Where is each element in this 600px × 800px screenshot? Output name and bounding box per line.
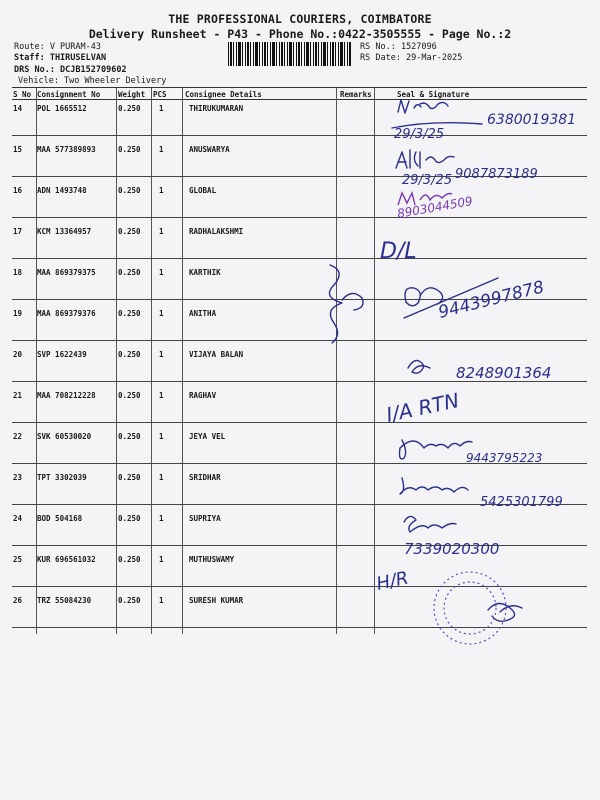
drs-number: DRS No.: DCJB152709602 (14, 65, 127, 75)
cell-consignee: GLOBAL (189, 186, 217, 195)
hw-phone-row-22: 9443795223 (466, 451, 543, 465)
cell-sno: 25 (13, 555, 23, 564)
col-seal-signature: Seal & Signature (397, 90, 470, 99)
cell-consignee: SURESH KUMAR (189, 596, 244, 605)
cell-consignee: RAGHAV (189, 391, 217, 400)
cell-weight: 0.250 (118, 596, 141, 605)
hw-mark-row-17: D/L (380, 239, 417, 264)
cell-weight: 0.250 (118, 514, 141, 523)
cell-weight: 0.250 (118, 555, 141, 564)
cell-consignment: KCM 13364957 (37, 227, 92, 236)
cell-pcs: 1 (159, 596, 164, 605)
cell-consignment: SVK 60530020 (37, 432, 92, 441)
cell-consignment: MAA 869379375 (37, 268, 96, 277)
hw-mark-row-21: I/A RTN (384, 388, 462, 427)
hw-phone-row-15: 9087873189 (455, 167, 538, 182)
cell-consignee: THIRUKUMARAN (189, 104, 244, 113)
cell-pcs: 1 (159, 268, 164, 277)
hw-phone-row-24: 7339020300 (404, 540, 500, 558)
cell-sno: 15 (13, 145, 23, 154)
signature-row-18 (342, 288, 443, 310)
hw-phone-row-14: 6380019381 (487, 112, 577, 128)
cell-sno: 22 (13, 432, 23, 441)
cell-weight: 0.250 (118, 104, 141, 113)
cell-sno: 18 (13, 268, 23, 277)
hw-phone-row-20: 8248901364 (456, 364, 552, 382)
cell-sno: 17 (13, 227, 23, 236)
cell-consignee: SRIDHAR (189, 473, 221, 482)
cell-pcs: 1 (159, 227, 164, 236)
col-consignee: Consignee Details (185, 90, 262, 99)
signature-row-24 (404, 516, 456, 532)
cell-weight: 0.250 (118, 473, 141, 482)
route-label: Route: V PURAM-43 (14, 42, 101, 52)
cell-consignment: TRZ 55084230 (37, 596, 92, 605)
scribble-row-20 (408, 360, 430, 373)
col-sno: S No (13, 90, 32, 99)
cell-sno: 21 (13, 391, 23, 400)
cell-consignment: ADN 1493748 (37, 186, 87, 195)
hw-mark-row-25: H/R (374, 567, 411, 595)
cell-weight: 0.250 (118, 350, 141, 359)
cell-consignee: MUTHUSWAMY (189, 555, 235, 564)
col-consignment: Consignment No (37, 90, 101, 99)
cell-pcs: 1 (159, 145, 164, 154)
staff-label: Staff: THIRUSELVAN (14, 53, 107, 63)
hw-phone-row-19: 9443997878 (436, 277, 547, 323)
cell-weight: 0.250 (118, 186, 141, 195)
hw-date-row-15: 29/3/25 (402, 173, 453, 188)
cell-pcs: 1 (159, 473, 164, 482)
cell-pcs: 1 (159, 432, 164, 441)
bracket-rows-18-19 (330, 265, 343, 343)
rs-date: RS Date: 29-Mar-2025 (360, 53, 463, 63)
cell-pcs: 1 (159, 350, 164, 359)
cell-consignment: KUR 696561032 (37, 555, 96, 564)
cell-consignee: KARTHIK (189, 268, 221, 277)
cell-consignment: SVP 1622439 (37, 350, 87, 359)
hw-date-row-14: 29/3/25 (394, 127, 445, 142)
cell-pcs: 1 (159, 309, 164, 318)
cell-weight: 0.250 (118, 309, 141, 318)
cell-consignment: MAA 708212228 (37, 391, 96, 400)
cell-sno: 24 (13, 514, 23, 523)
cell-pcs: 1 (159, 186, 164, 195)
office-stamp (434, 572, 506, 644)
vehicle-label: Vehicle: Two Wheeler Delivery (18, 76, 167, 86)
cell-weight: 0.250 (118, 268, 141, 277)
col-pcs: PCS (153, 90, 167, 99)
cell-sno: 14 (13, 104, 23, 113)
cell-pcs: 1 (159, 391, 164, 400)
hw-phone-row-23: 5425301799 (480, 495, 563, 510)
cell-sno: 20 (13, 350, 23, 359)
runsheet-subtitle: Delivery Runsheet - P43 - Phone No.:0422-3505555 - Page No.:2 (88, 27, 512, 41)
cell-weight: 0.250 (118, 145, 141, 154)
cell-consignment: MAA 577389893 (37, 145, 96, 154)
cell-consignment: MAA 869379376 (37, 309, 96, 318)
cell-consignment: BOD 504168 (37, 514, 83, 523)
cell-pcs: 1 (159, 555, 164, 564)
cell-consignee: RADHALAKSHMI (189, 227, 244, 236)
cell-pcs: 1 (159, 514, 164, 523)
cell-consignment: POL 1665512 (37, 104, 87, 113)
cell-sno: 26 (13, 596, 23, 605)
cell-consignee: ANITHA (189, 309, 217, 318)
col-remarks: Remarks (340, 90, 372, 99)
col-weight: Weight (118, 90, 146, 99)
signature-row-23 (400, 478, 468, 494)
cell-sno: 16 (13, 186, 23, 195)
runsheet-title: THE PROFESSIONAL COURIERS, COIMBATORE (168, 12, 432, 26)
cell-consignee: VIJAYA BALAN (189, 350, 244, 359)
hw-phone-row-16: 8903044509 (396, 193, 474, 221)
cell-sno: 23 (13, 473, 23, 482)
cell-consignee: ANUSWARYA (189, 145, 230, 154)
cell-weight: 0.250 (118, 227, 141, 236)
cell-consignee: JEYA VEL (189, 432, 226, 441)
cell-weight: 0.250 (118, 432, 141, 441)
signature-row-22 (400, 440, 473, 459)
signature-row-15 (396, 150, 454, 168)
cell-sno: 19 (13, 309, 23, 318)
cell-weight: 0.250 (118, 391, 141, 400)
signature-row-14 (398, 100, 448, 113)
cell-consignment: TPT 3302039 (37, 473, 87, 482)
rs-number: RS No.: 1527096 (360, 42, 437, 52)
cell-consignee: SUPRIYA (189, 514, 221, 523)
cell-pcs: 1 (159, 104, 164, 113)
